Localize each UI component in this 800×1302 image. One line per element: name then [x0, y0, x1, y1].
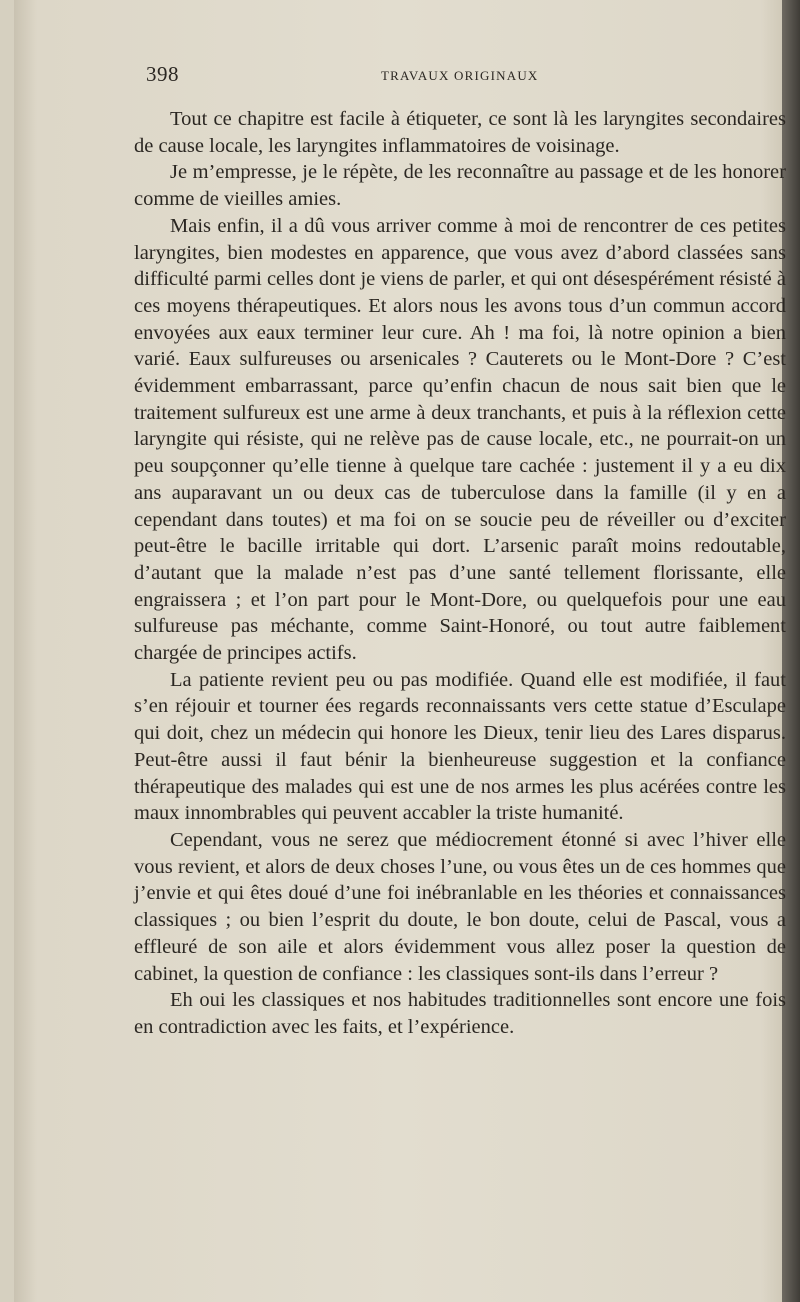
paragraph: Tout ce chapitre est facile à étiqueter, ce sont là les laryngites secondaires de cause locale, les laryngites inflammatoires de voisinage.: [134, 108, 786, 157]
page-header: [146, 62, 786, 90]
body-text: [134, 106, 786, 1041]
paragraph: Je m’empresse, je le répète, de les reconnaître au passage et de les honorer comme de vieilles amies.: [134, 161, 786, 211]
paragraph: Mais enfin, il a dû vous arriver comme à moi de rencontrer de ces petites laryngites, bien modestes en apparence, que vous avez d’abord classées sans difficulté parmi celles dont je viens de parler, et qui ont désespérément résisté à ces moyens thérapeutiques. Et alors nous les avons tous d’un commun accord envoyées aux eaux terminer leur cure. Ah ! ma foi, là notre opinion a bien varié. Eaux sulfureuses ou arsenicales ? Cauterets ou le Mont-Dore ? C’est évidemment embarrassant, parce qu’enfin chacun de nous sait bien que le traitement sulfureux est une arme à deux tranchants, et puis à la réflexion cette laryngite qui résiste, qui ne relève pas de cause locale, etc., ne pourrait-on un peu soupçonner qu’elle tienne à quelque tare cachée : justement il y a eu dix ans auparavant un ou deux cas de tuberculose dans la famille (il y en a cependant dans toutes) et ma foi on se soucie peu de réveiller ou d’exciter peut-être le bacille irritable qui dort. L’arsenic paraît moins redoutable, d’autant que la malade n’est pas d’une santé tellement florissante, elle engraissera ; et l’on part pour le Mont-Dore, ou quelquefois pour une eau sulfureuse pas méchante, comme Saint-Honoré, ou tout autre faiblement chargée de principes actifs.: [134, 214, 786, 665]
page-number: 398: [146, 62, 179, 86]
paragraph: Eh oui les classiques et nos habitudes traditionnelles sont encore une fois en contradiction avec les faits, et l’expérience.: [134, 989, 786, 1038]
paragraph: La patiente revient peu ou pas modifiée. Quand elle est modifiée, il faut s’en réjouir et tourner ées regards reconnaissants vers cette statue d’Esculape qui doit, chez un médecin qui honore les Dieux, tenir lieu des Lares disparus. Peut-être aussi il faut bénir la bienheureuse suggestion et la confiance thérapeutique des malades qui est une de nos armes les plus acérées contre les maux innombrables qui peuvent accabler la triste humanité.: [134, 668, 786, 825]
running-title: TRAVAUX ORIGINAUX: [381, 68, 539, 83]
paragraph: Cependant, vous ne serez que médiocrement étonné si avec l’hiver elle vous revient, et alors de deux choses l’une, ou vous êtes un de ces hommes que j’envie et qui êtes doué d’une foi inébranlable en les théories et connaissances classiques ; ou bien l’esprit du doute, le bon doute, celui de Pascal, vous a effleuré de son aile et alors évidemment vous allez poser la question de cabinet, la question de confiance : les classiques sont-ils dans l’erreur ?: [134, 828, 786, 985]
